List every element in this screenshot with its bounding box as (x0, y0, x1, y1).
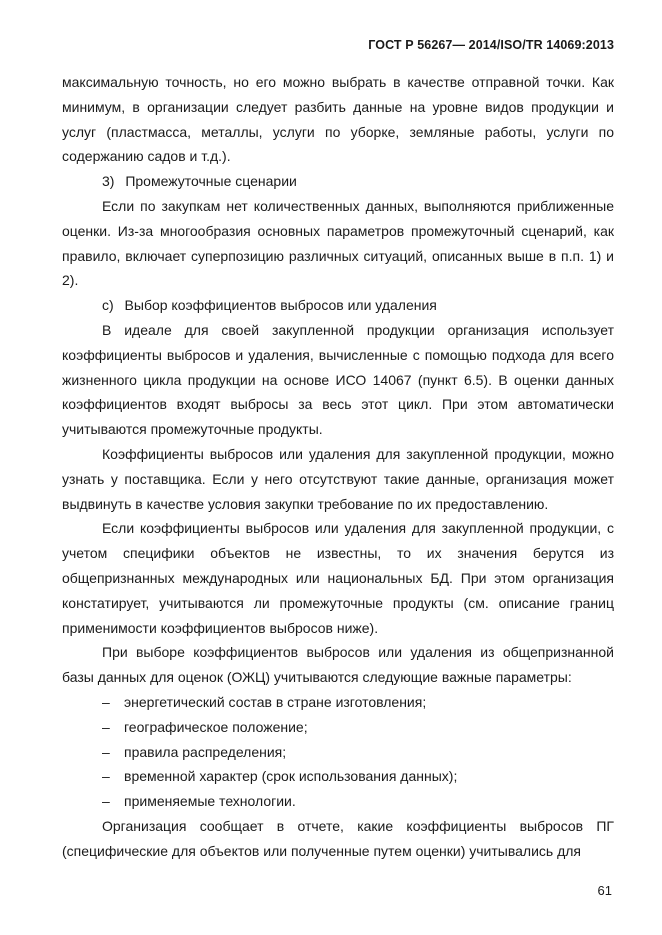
list-dash: – (102, 693, 110, 710)
paragraph: Организация сообщает в отчете, какие коэффициенты выбросов ПГ (специфические для объектов или полученные путем оценки) учитывались для (62, 817, 614, 859)
paragraph: Коэффициенты выбросов или удаления для закупленной продукции, можно узнать у поставщика. Если у него отсутствуют такие данные, организация может выдвинуть в качестве условия закупки требование по их предоставлению. (62, 445, 614, 512)
list-item-text: временной характер (срок использования данных); (124, 768, 458, 785)
page-header: ГОСТ Р 56267— 2014/ISO/TR 14069:2013 (368, 38, 614, 52)
page-number: 61 (597, 883, 612, 898)
list-item-text: применяемые технологии. (124, 793, 296, 810)
paragraph: максимальную точность, но его можно выбрать в качестве отправной точки. Как минимум, в организации следует разбить данные на уровне видов продукции и услуг (пластмасса, металлы, услуги по уборке, земляные работы, услуги по содержанию садов и т.д.). (62, 74, 614, 165)
paragraph: При выборе коэффициентов выбросов или удаления из общепризнанной базы данных для оценок (ОЖЦ) учитываются следующие важные параметры: (62, 644, 614, 686)
list-item-text: энергетический состав в стране изготовления; (124, 693, 427, 710)
list-dash: – (102, 743, 110, 760)
paragraph: В идеале для своей закупленной продукции организация использует коэффициенты выбросов и удаления, вычисленные с помощью подхода для всего жизненного цикла продукции на основе ИСО 14067 (пункт 6.5). В оценки данных коэффициентов входят выбросы за весь этот цикл. При этом автоматически учитываются промежуточные продукты. (62, 321, 614, 438)
paragraph: Если коэффициенты выбросов или удаления для закупленной продукции, с учетом специфики объектов не известны, то их значения берутся из общепризнанных международных или национальных БД. При этом организация констатирует, учитываются ли промежуточные продукты (см. описание границ применимости коэффициентов выбросов ниже). (62, 520, 614, 636)
list-item (62, 764, 614, 789)
paragraph: Если по закупкам нет количественных данных, выполняются приближенные оценки. Из-за многообразия основных параметров промежуточный сценарий, как правило, включает суперпозицию различных ситуаций, описанных выше в п.п. 1) и 2). (62, 197, 614, 289)
list-dash: – (102, 718, 110, 735)
list-item-text: правила распределения; (124, 743, 287, 760)
list-item (62, 690, 614, 715)
list-item (62, 740, 614, 765)
parameter-list (62, 690, 614, 814)
list-item-text: географическое положение; (124, 718, 308, 735)
list-item (62, 715, 614, 740)
list-dash: – (102, 768, 110, 785)
subsection-heading: 3) Промежуточные сценарии (102, 173, 297, 190)
list-dash: – (102, 793, 110, 810)
page-body (62, 70, 614, 864)
section-heading: с) Выбор коэффициентов выбросов или удаления (102, 297, 437, 314)
list-item (62, 789, 614, 814)
